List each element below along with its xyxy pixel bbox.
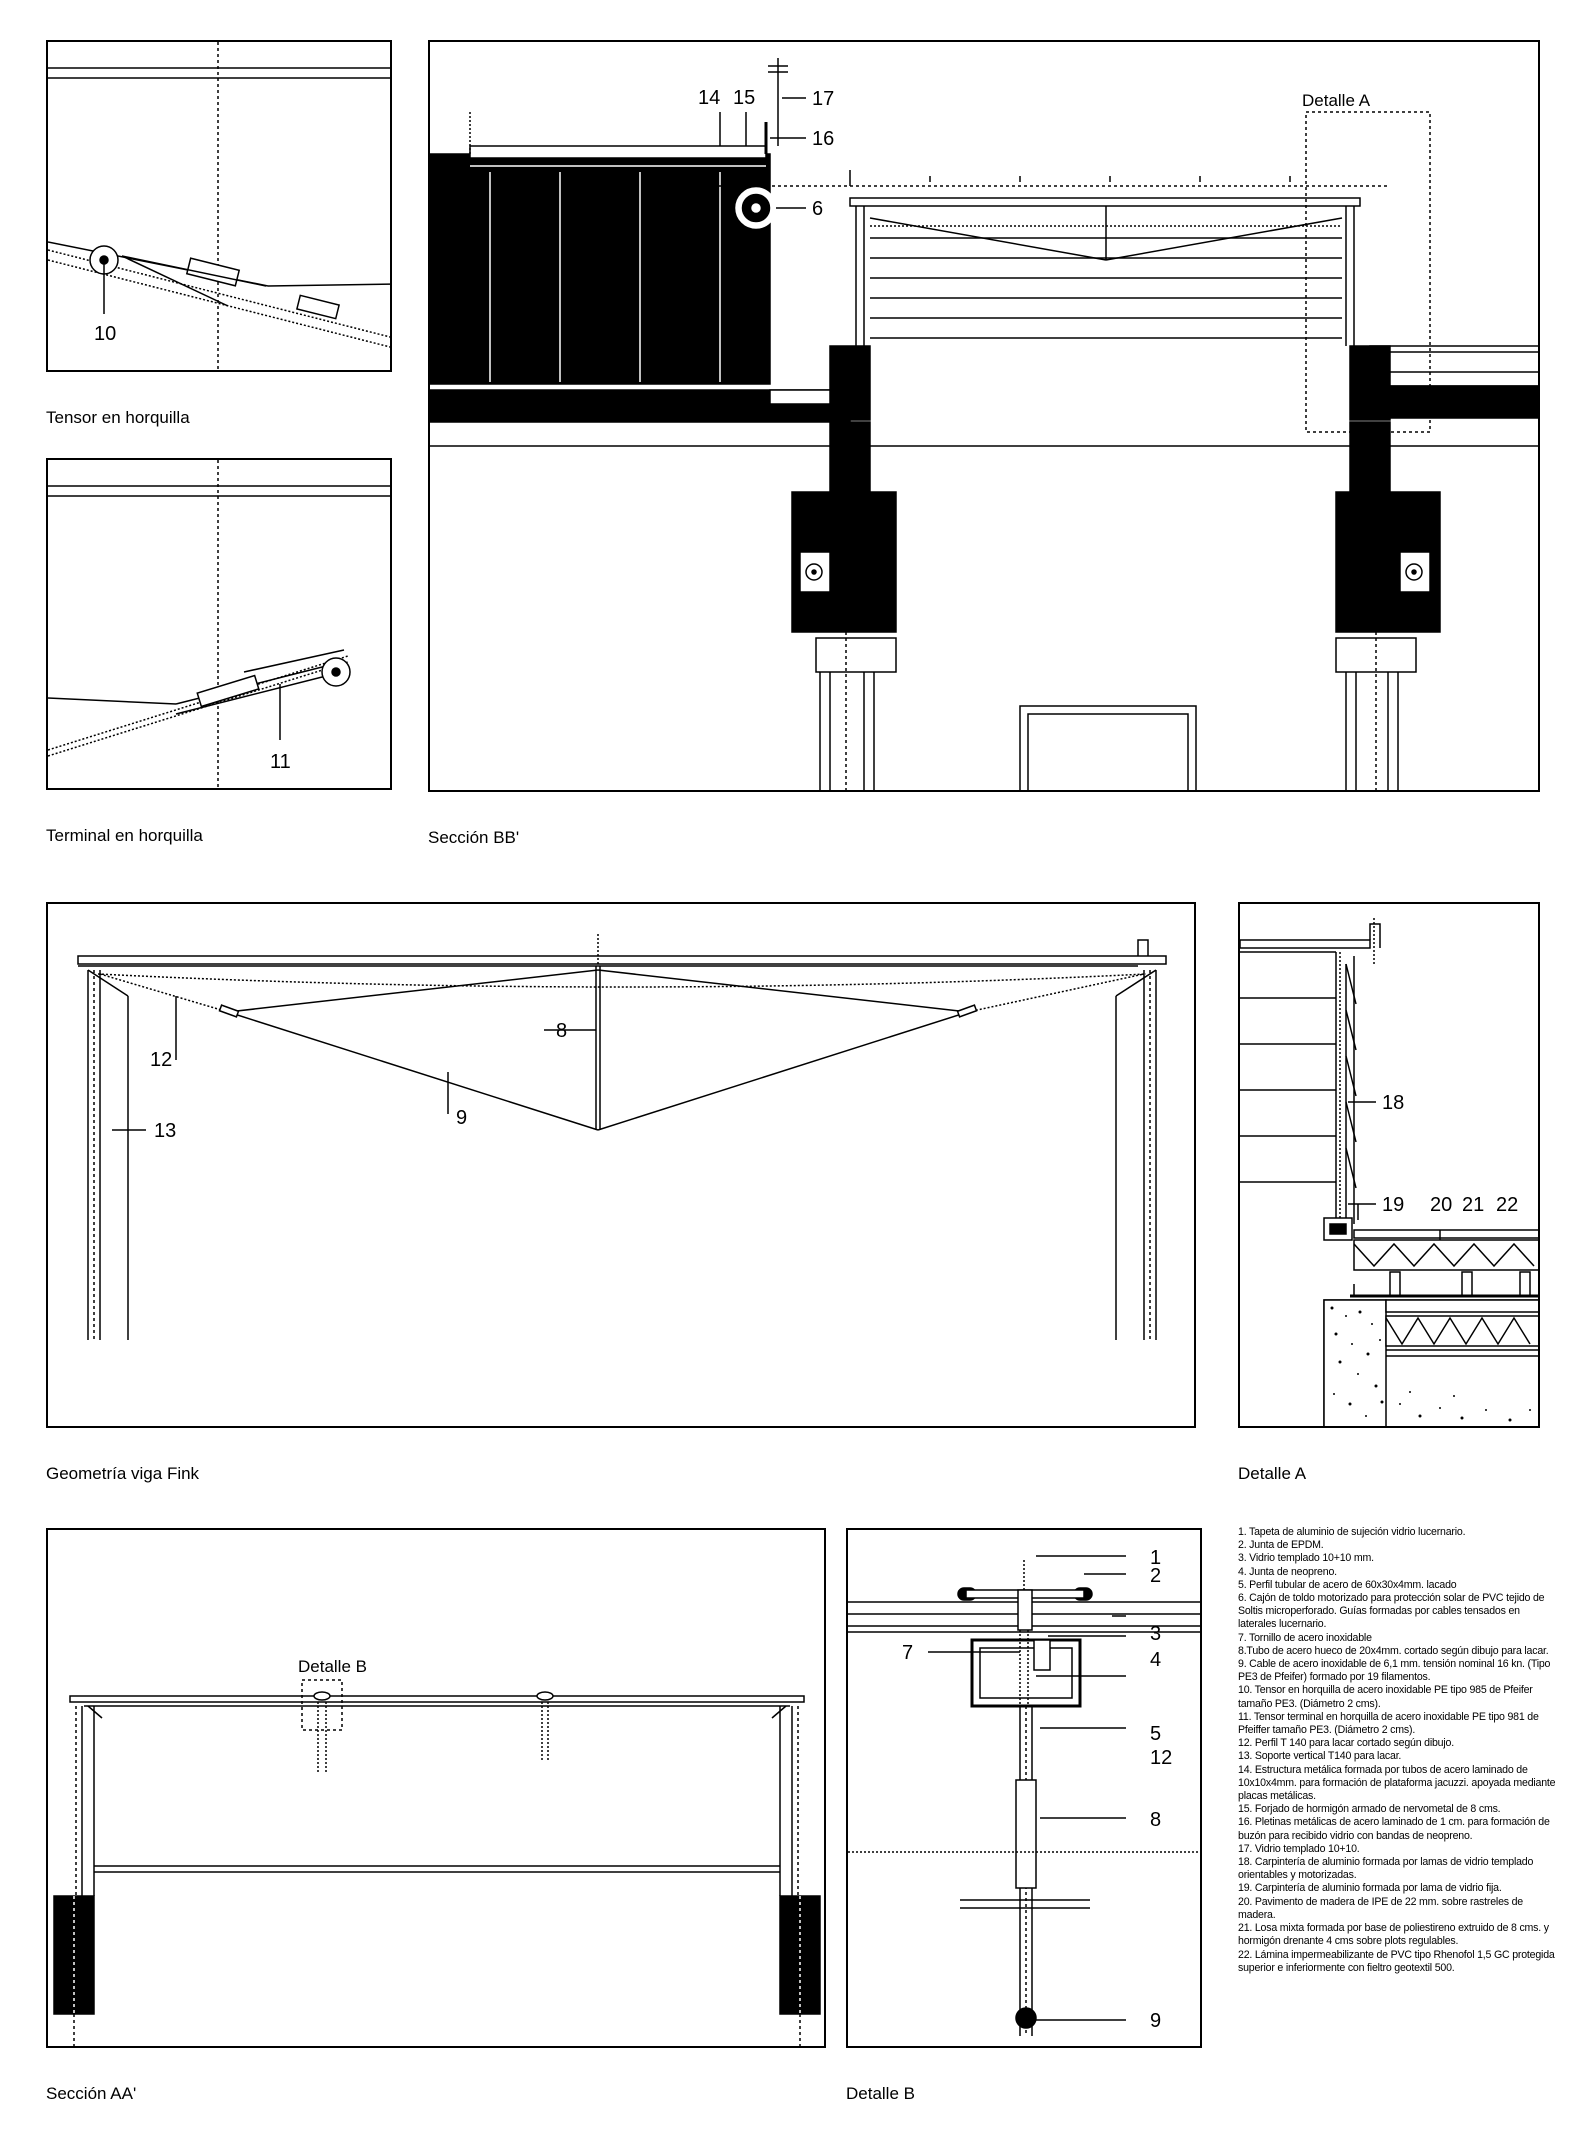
- legend-item: 16. Pletinas metálicas de acero laminado de 1 cm. para formación de buzón para recibido vidrio con bandas de neopreno.: [1238, 1816, 1550, 1842]
- caption-seccion-aa: Sección AA': [46, 2084, 137, 2103]
- seccion-aa-drawing: [48, 1530, 826, 2048]
- callout-9: 9: [456, 1107, 468, 1129]
- callout-17: 17: [812, 88, 835, 110]
- legend-list: [1238, 1526, 1558, 1975]
- legend-item: 2. Junta de EPDM.: [1238, 1539, 1324, 1552]
- legend-item: 14. Estructura metálica formada por tubos de acero laminado de 10x10x4mm. para formación de plataforma jacuzzi. apoyada mediante placas metálicas.: [1238, 1763, 1556, 1803]
- caption-seccion-bb: Sección BB': [428, 828, 520, 847]
- tensor-detail-panel: [46, 40, 392, 372]
- callout-14: 14: [698, 87, 721, 109]
- legend-item: 12. Perfil T 140 para lacar cortado según dibujo.: [1238, 1737, 1454, 1750]
- legend-item: 10. Tensor en horquilla de acero inoxidable PE tipo 985 de Pfeifer tamaño PE3. (Diámetro 2 cms).: [1238, 1684, 1533, 1710]
- tensor-drawing: [48, 42, 392, 372]
- detalle-a-marker: Detalle A: [1302, 91, 1371, 110]
- legend-item: 1. Tapeta de aluminio de sujeción vidrio lucernario.: [1238, 1526, 1466, 1538]
- detalle-a-drawing: [1240, 904, 1540, 1428]
- callout-19: 19: [1382, 1194, 1405, 1216]
- callout-12: 12: [1150, 1747, 1173, 1769]
- callout-12: 12: [150, 1049, 173, 1071]
- callout-5: 5: [1150, 1723, 1162, 1745]
- legend-item: 8.Tubo de acero hueco de 20x4mm. cortado según dibujo para lacar.: [1238, 1644, 1549, 1657]
- legend-item: 5. Perfil tubular de acero de 60x30x4mm. lacado: [1238, 1578, 1457, 1591]
- caption-detalle-a: Detalle A: [1238, 1464, 1307, 1483]
- detalle-b-marker: Detalle B: [298, 1657, 367, 1676]
- callout-13: 13: [154, 1120, 177, 1142]
- detalle-b-drawing: [848, 1530, 1202, 2048]
- terminal-drawing: [48, 460, 392, 790]
- legend-item: 9. Cable de acero inoxidable de 6,1 mm. tensión nominal 16 kn. (Tipo PE3 de Pfeifer) formado por 19 filamentos.: [1238, 1658, 1551, 1684]
- callout-3: 3: [1150, 1623, 1162, 1645]
- seccion-aa-panel: [46, 1528, 826, 2048]
- legend-item: 15. Forjado de hormigón armado de nervometal de 8 cms.: [1238, 1803, 1501, 1816]
- legend-item: 4. Junta de neopreno.: [1238, 1565, 1337, 1578]
- legend-item: 22. Lámina impermeabilizante de PVC tipo Rhenofol 1,5 GC protegida superior e inferiormente con fieltro geotextil 500.: [1238, 1948, 1555, 1974]
- legend-item: 11. Tensor terminal en horquilla de acero inoxidable PE tipo 981 de Pfeiffer tamaño PE3. (Diámetro 2 cms).: [1238, 1710, 1539, 1737]
- caption-tensor: Tensor en horquilla: [46, 408, 190, 427]
- legend-item: 21. Losa mixta formada por base de poliestireno extruido de 8 cms. y hormigón drenante 4 cms sobre plots regulables.: [1238, 1922, 1549, 1948]
- callout-1: 1: [1150, 1547, 1162, 1569]
- seccion-bb-panel: [428, 40, 1540, 792]
- callout-18: 18: [1382, 1092, 1405, 1114]
- legend-item: 18. Carpintería de aluminio formada por lamas de vidrio templado orientables y motorizadas.: [1238, 1856, 1534, 1882]
- callout-6: 6: [812, 198, 824, 220]
- seccion-bb-drawing: [430, 42, 1540, 792]
- callout-7: 7: [902, 1642, 914, 1664]
- legend-item: 3. Vidrio templado 10+10 mm.: [1238, 1552, 1374, 1565]
- callout-16: 16: [812, 128, 835, 150]
- callout-4: 4: [1150, 1649, 1162, 1671]
- legend-item: 7. Tornillo de acero inoxidable: [1238, 1631, 1372, 1644]
- fink-drawing: [48, 904, 1196, 1428]
- legend-item: 17. Vidrio templado 10+10.: [1238, 1842, 1360, 1855]
- legend-item: 13. Soporte vertical T140 para lacar.: [1238, 1750, 1402, 1763]
- callout-8: 8: [556, 1020, 568, 1042]
- callout-9: 9: [1150, 2010, 1162, 2032]
- detalle-a-panel: [1238, 902, 1540, 1428]
- caption-detalle-b: Detalle B: [846, 2084, 915, 2103]
- fink-panel: [46, 902, 1196, 1428]
- callout-21: 21: [1462, 1194, 1485, 1216]
- callout-15: 15: [733, 87, 756, 109]
- callout-22: 22: [1496, 1194, 1519, 1216]
- callout-2: 2: [1150, 1565, 1162, 1587]
- legend-item: 6. Cajón de toldo motorizado para protección solar de PVC tejido de Soltis microperforado. Guías formadas por cables tensados en laterales lucernario.: [1238, 1592, 1545, 1631]
- terminal-detail-panel: [46, 458, 392, 790]
- callout-20: 20: [1430, 1194, 1453, 1216]
- callout-10: 10: [94, 323, 117, 345]
- callout-8: 8: [1150, 1809, 1162, 1831]
- detalle-b-panel: [846, 1528, 1202, 2048]
- caption-terminal: Terminal en horquilla: [46, 826, 203, 845]
- legend-item: 20. Pavimento de madera de IPE de 22 mm. sobre rastreles de madera.: [1238, 1895, 1523, 1921]
- legend-item: 19. Carpintería de aluminio formada por lama de vidrio fija.: [1238, 1882, 1502, 1895]
- caption-fink: Geometría viga Fink: [46, 1464, 200, 1483]
- callout-11: 11: [270, 751, 291, 773]
